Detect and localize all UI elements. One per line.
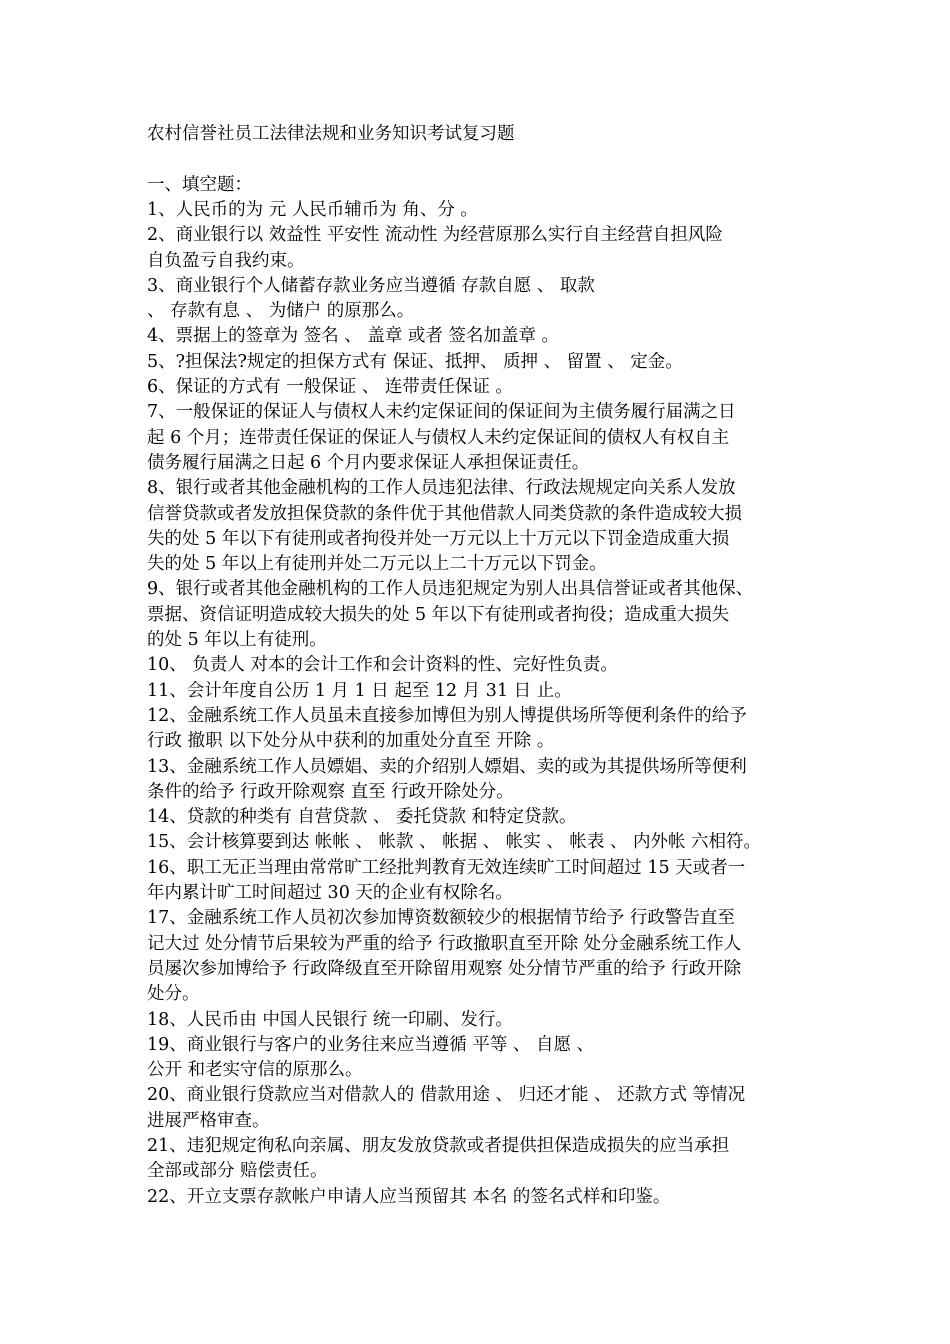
question-line: 全部或部分 赔偿责任。 (147, 1161, 328, 1182)
question-line: 1、人民币的为 元 人民币辅币为 角、分 。 (147, 200, 478, 220)
question-line: 自负盈亏自我约束。 (147, 250, 305, 271)
question-line: 14、贷款的种类有 自营贷款 、 委托贷款 和特定贷款。 (147, 807, 577, 828)
question-line: 起 6 个月；连带责任保证的保证人与债权人未约定保证间的债权人有权自主 (147, 427, 730, 448)
question-line: 6、保证的方式有 一般保证 、 连带责任保证 。 (147, 377, 513, 398)
question-line: 10、 负责人 对本的会计工作和会计资料的性、完好性负责。 (147, 655, 618, 676)
section-heading: 一、填空题： (147, 175, 252, 195)
question-line: 年内累计旷工时间超过 30 天的企业有权除名。 (147, 883, 513, 904)
question-line: 进展严格审查。 (147, 1110, 270, 1131)
question-line: 的处 5 年以上有徒刑。 (147, 630, 327, 651)
question-line: 22、开立支票存款帐户申请人应当预留其 本名 的签名式样和印鉴。 (147, 1186, 671, 1207)
question-line: 11、会计年度自公历 1 月 1 日 起至 12 月 31 日 止。 (147, 680, 572, 701)
question-line: 9、银行或者其他金融机构的工作人员违犯规定为别人出具信誉证或者其他保、 (147, 579, 754, 600)
question-line: 、 存款有息 、 为储户 的原那么。 (147, 301, 415, 322)
question-line: 票据、资信证明造成较大损失的处 5 年以下有徒刑或者拘役；造成重大损失 (147, 604, 730, 625)
question-line: 12、金融系统工作人员虽未直接参加博但为别人博提供场所等便利条件的给予 (147, 705, 747, 726)
question-line: 失的处 5 年以下有徒刑或者拘役并处一万元以上十万元以下罚金造成重大损 (147, 528, 730, 549)
question-line: 失的处 5 年以上有徒刑并处二万元以上二十万元以下罚金。 (147, 554, 607, 575)
question-line: 8、银行或者其他金融机构的工作人员违犯法律、行政法规规定向关系人发放 (147, 478, 736, 499)
question-line: 信誉贷款或者发放担保贷款的条件优于其他借款人同类贷款的条件造成较大损 (147, 503, 742, 524)
question-line: 20、商业银行贷款应当对借款人的 借款用途 、 归还才能 、 还款方式 等情况 (147, 1085, 746, 1106)
question-line: 3、商业银行个人储蓄存款业务应当遵循 存款自愿 、 取款 (147, 275, 595, 296)
question-line: 19、商业银行与客户的业务往来应当遵循 平等 、 自愿 、 (147, 1034, 595, 1055)
question-line: 行政 撤职 以下处分从中获利的加重处分直至 开除 。 (147, 731, 555, 752)
question-line: 记大过 处分情节后果较为严重的给予 行政撤职直至开除 处分金融系统工作人 (147, 933, 742, 954)
question-list (147, 198, 807, 1210)
question-line: 7、一般保证的保证人与债权人未约定保证间的保证间为主债务履行届满之日 (147, 402, 736, 423)
question-line: 17、金融系统工作人员初次参加博资数额较少的根据情节给予 行政警告直至 (147, 908, 735, 929)
question-line: 5、?担保法?规定的担保方式有 保证、抵押、 质押 、 留置 、 定金。 (147, 351, 683, 372)
question-line: 4、票据上的签章为 签名 、 盖章 或者 签名加盖章 。 (147, 326, 560, 347)
question-line: 债务履行届满之日起 6 个月内要求保证人承担保证责任。 (147, 452, 590, 473)
question-line: 2、商业银行以 效益性 平安性 流动性 为经营原那么实行自主经营自担风险 (147, 225, 723, 246)
question-line: 15、会计核算要到达 帐帐 、 帐款 、 帐据 、 帐实 、 帐表 、 内外帐 六相符。 (147, 832, 762, 853)
question-line: 16、职工无正当理由常常旷工经批判教育无效连续旷工时间超过 15 天或者一 (147, 857, 746, 878)
question-line: 21、违犯规定徇私向亲属、朋友发放贷款或者提供担保造成损失的应当承担 (147, 1135, 730, 1156)
question-line: 18、人民币由 中国人民银行 统一印刷、发行。 (147, 1009, 513, 1030)
question-line: 13、金融系统工作人员嫖娼、卖的介绍别人嫖娼、卖的或为其提供场所等便利 (147, 756, 747, 777)
document-page (147, 120, 807, 1210)
document-title: 农村信誉社员工法律法规和业务知识考试复习题 (147, 124, 515, 144)
question-line: 公开 和老实守信的原那么。 (147, 1060, 363, 1081)
question-line: 员屡次参加博给予 行政降级直至开除留用观察 处分情节严重的给予 行政开除 (147, 958, 742, 979)
question-line: 条件的给予 行政开除观察 直至 行政开除处分。 (147, 781, 514, 802)
question-line: 处分。 (147, 984, 200, 1005)
